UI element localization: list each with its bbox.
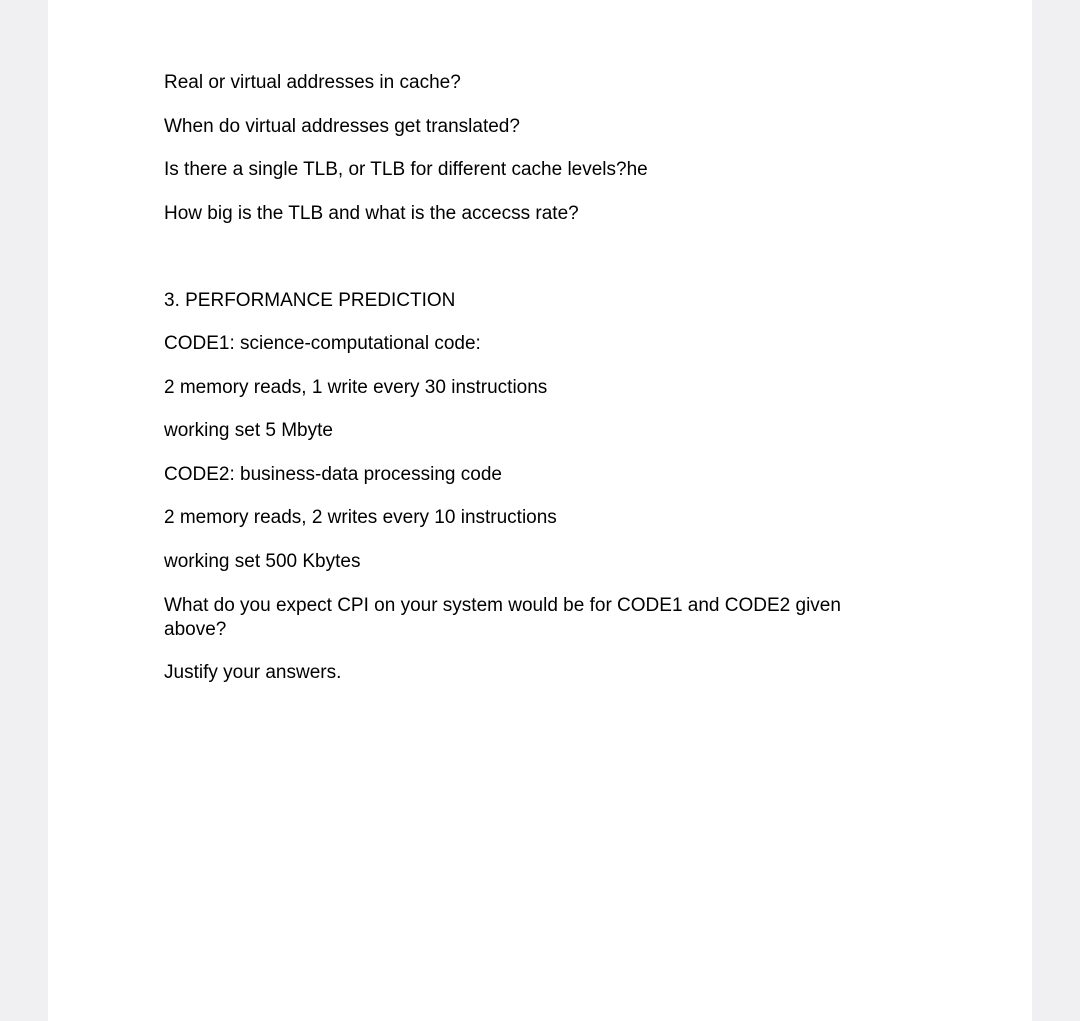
code2-working-set: working set 500 Kbytes <box>164 551 361 572</box>
question-translation-time: When do virtual addresses get translated? <box>164 116 520 137</box>
code2-title: CODE2: business-data processing code <box>164 464 502 485</box>
code1-working-set: working set 5 Mbyte <box>164 420 333 441</box>
question-cache-addresses: Real or virtual addresses in cache? <box>164 72 461 93</box>
code1-title: CODE1: science-computational code: <box>164 333 481 354</box>
question-tlb-levels: Is there a single TLB, or TLB for different cache levels?he <box>164 159 648 180</box>
code2-access-pattern: 2 memory reads, 2 writes every 10 instructions <box>164 507 557 528</box>
section-heading: 3. PERFORMANCE PREDICTION <box>164 290 456 311</box>
cpi-question: What do you expect CPI on your system would be for CODE1 and CODE2 given above? <box>164 595 841 640</box>
document-page <box>48 0 1032 1021</box>
justify-instruction: Justify your answers. <box>164 662 342 683</box>
code1-access-pattern: 2 memory reads, 1 write every 30 instructions <box>164 377 548 398</box>
question-tlb-size: How big is the TLB and what is the accecss rate? <box>164 203 579 224</box>
